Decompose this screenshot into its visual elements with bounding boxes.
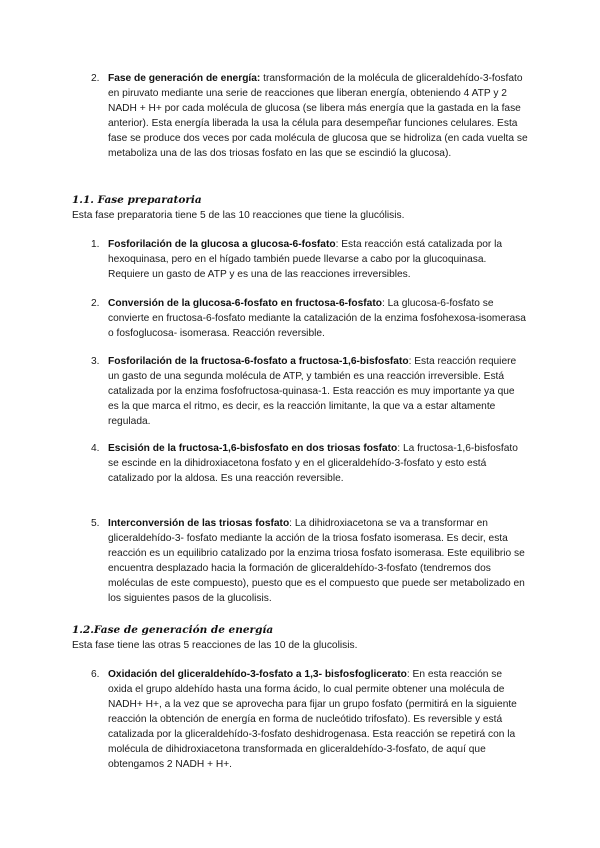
list-number: 5. xyxy=(91,518,100,529)
list-number: 1. xyxy=(91,239,100,250)
item-text: : Esta reacción está catalizada por la hexoquinasa, pero en el hígado también puede llevarse a cabo por la glucoquinasa. Requiere un gasto de ATP y es una de las reacciones irreversibles. xyxy=(108,239,503,280)
item-text: : En esta reacción se oxida el grupo aldehído hasta una forma ácido, lo cual permite obtener una molécula de NADH+ H+, a la vez que se aprovecha para fijar un grupo fosfato (permitirá en la siguiente reacción la obtención de energía en forma de nucleótido trifosfato). Es reversible y está catalizada por la gliceraldehído-3-fosfato deshidrogenasa. Esta reacción se repetirá con la molécula de dihidroxiacetona transformada en gliceraldehído-3-fosfato, de aquí que obtengamos 2 NADH + H+. xyxy=(108,669,517,770)
item-title: Oxidación del gliceraldehído-3-fosfato a 1,3- bisfosfoglicerato xyxy=(108,669,407,680)
list-number: 2. xyxy=(91,73,100,84)
list-item xyxy=(91,516,528,606)
list-number: 6. xyxy=(91,669,100,680)
item-title: Interconversión de las triosas fosfato xyxy=(108,518,290,529)
list-number: 4. xyxy=(91,443,100,454)
item-title: Escisión de la fructosa-1,6-bisfosfato en dos triosas fosfato xyxy=(108,443,398,454)
list-item xyxy=(91,237,528,282)
list-item xyxy=(91,441,528,486)
item-title: Fosforilación de la glucosa a glucosa-6-fosfato xyxy=(108,239,336,250)
section-intro: Esta fase tiene las otras 5 reacciones de las 10 de la glucolisis. xyxy=(72,640,358,651)
list-number: 2. xyxy=(91,298,100,309)
list-item xyxy=(91,296,528,341)
section-heading: 1.1. Fase preparatoria xyxy=(72,194,202,206)
list-number: 3. xyxy=(91,356,100,367)
item-text: transformación de la molécula de gliceraldehído-3-fosfato en piruvato mediante una serie de reacciones que liberan energía, obteniendo 4 ATP y 2 NADH + H+ por cada molécula de glucosa (se libera más energía que la gastada en la fase anterior). Esta energía liberada la usa la célula para desempeñar funciones celulares. Esta fase se produce dos veces por cada molécula de glucosa que se hidroliza (en cada vuelta se metaboliza una de las dos triosas fosfato en las que se escindió la glucosa). xyxy=(108,73,528,159)
item-title: Fosforilación de la fructosa-6-fosfato a fructosa-1,6-bisfosfato xyxy=(108,356,409,367)
section-intro: Esta fase preparatoria tiene 5 de las 10 reacciones que tiene la glucólisis. xyxy=(72,210,405,221)
item-text: : La glucosa-6-fosfato se convierte en fructosa-6-fosfato mediante la catalización de la enzima fosfohexosa-isomerasa o fosfoglucosa- isomerasa. Reacción reversible. xyxy=(108,298,526,339)
item-title: Conversión de la glucosa-6-fosfato en fructosa-6-fosfato xyxy=(108,298,382,309)
item-text: : La dihidroxiacetona se va a transformar en gliceraldehído-3- fosfato mediante la acción de la triosa fosfato isomerasa. Es decir, esta reacción es un equilibrio catalizado por la enzima triosa fosfato isomerasa. Este equilibrio se encuentra desplazado hacia la formación de gliceraldehído-3-fosfato (tendremos dos moléculas de este compuesto), puesto que es el compuesto que puede ser metabolizado en los siguientes pasos de la glucolisis. xyxy=(108,518,525,604)
item-text: : La fructosa-1,6-bisfosfato se escinde en la dihidroxiacetona fosfato y en el gliceraldehído-3-fosfato y esto está catalizado por la aldosa. Es una reacción reversible. xyxy=(108,443,518,484)
list-item xyxy=(91,71,528,161)
list-item xyxy=(91,667,528,772)
list-item xyxy=(91,354,528,429)
item-title: Fase de generación de energía: xyxy=(108,73,261,84)
item-text: : Esta reacción requiere un gasto de una segunda molécula de ATP, y también es una reacción irreversible. Está catalizada por la enzima fosfofructosa-quinasa-1. Esta reacción es muy importante ya que es la que marca el ritmo, es decir, es la reacción limitante, la que va a estar altamente regulada. xyxy=(108,356,517,427)
section-heading: 1.2.Fase de generación de energía xyxy=(72,624,274,636)
